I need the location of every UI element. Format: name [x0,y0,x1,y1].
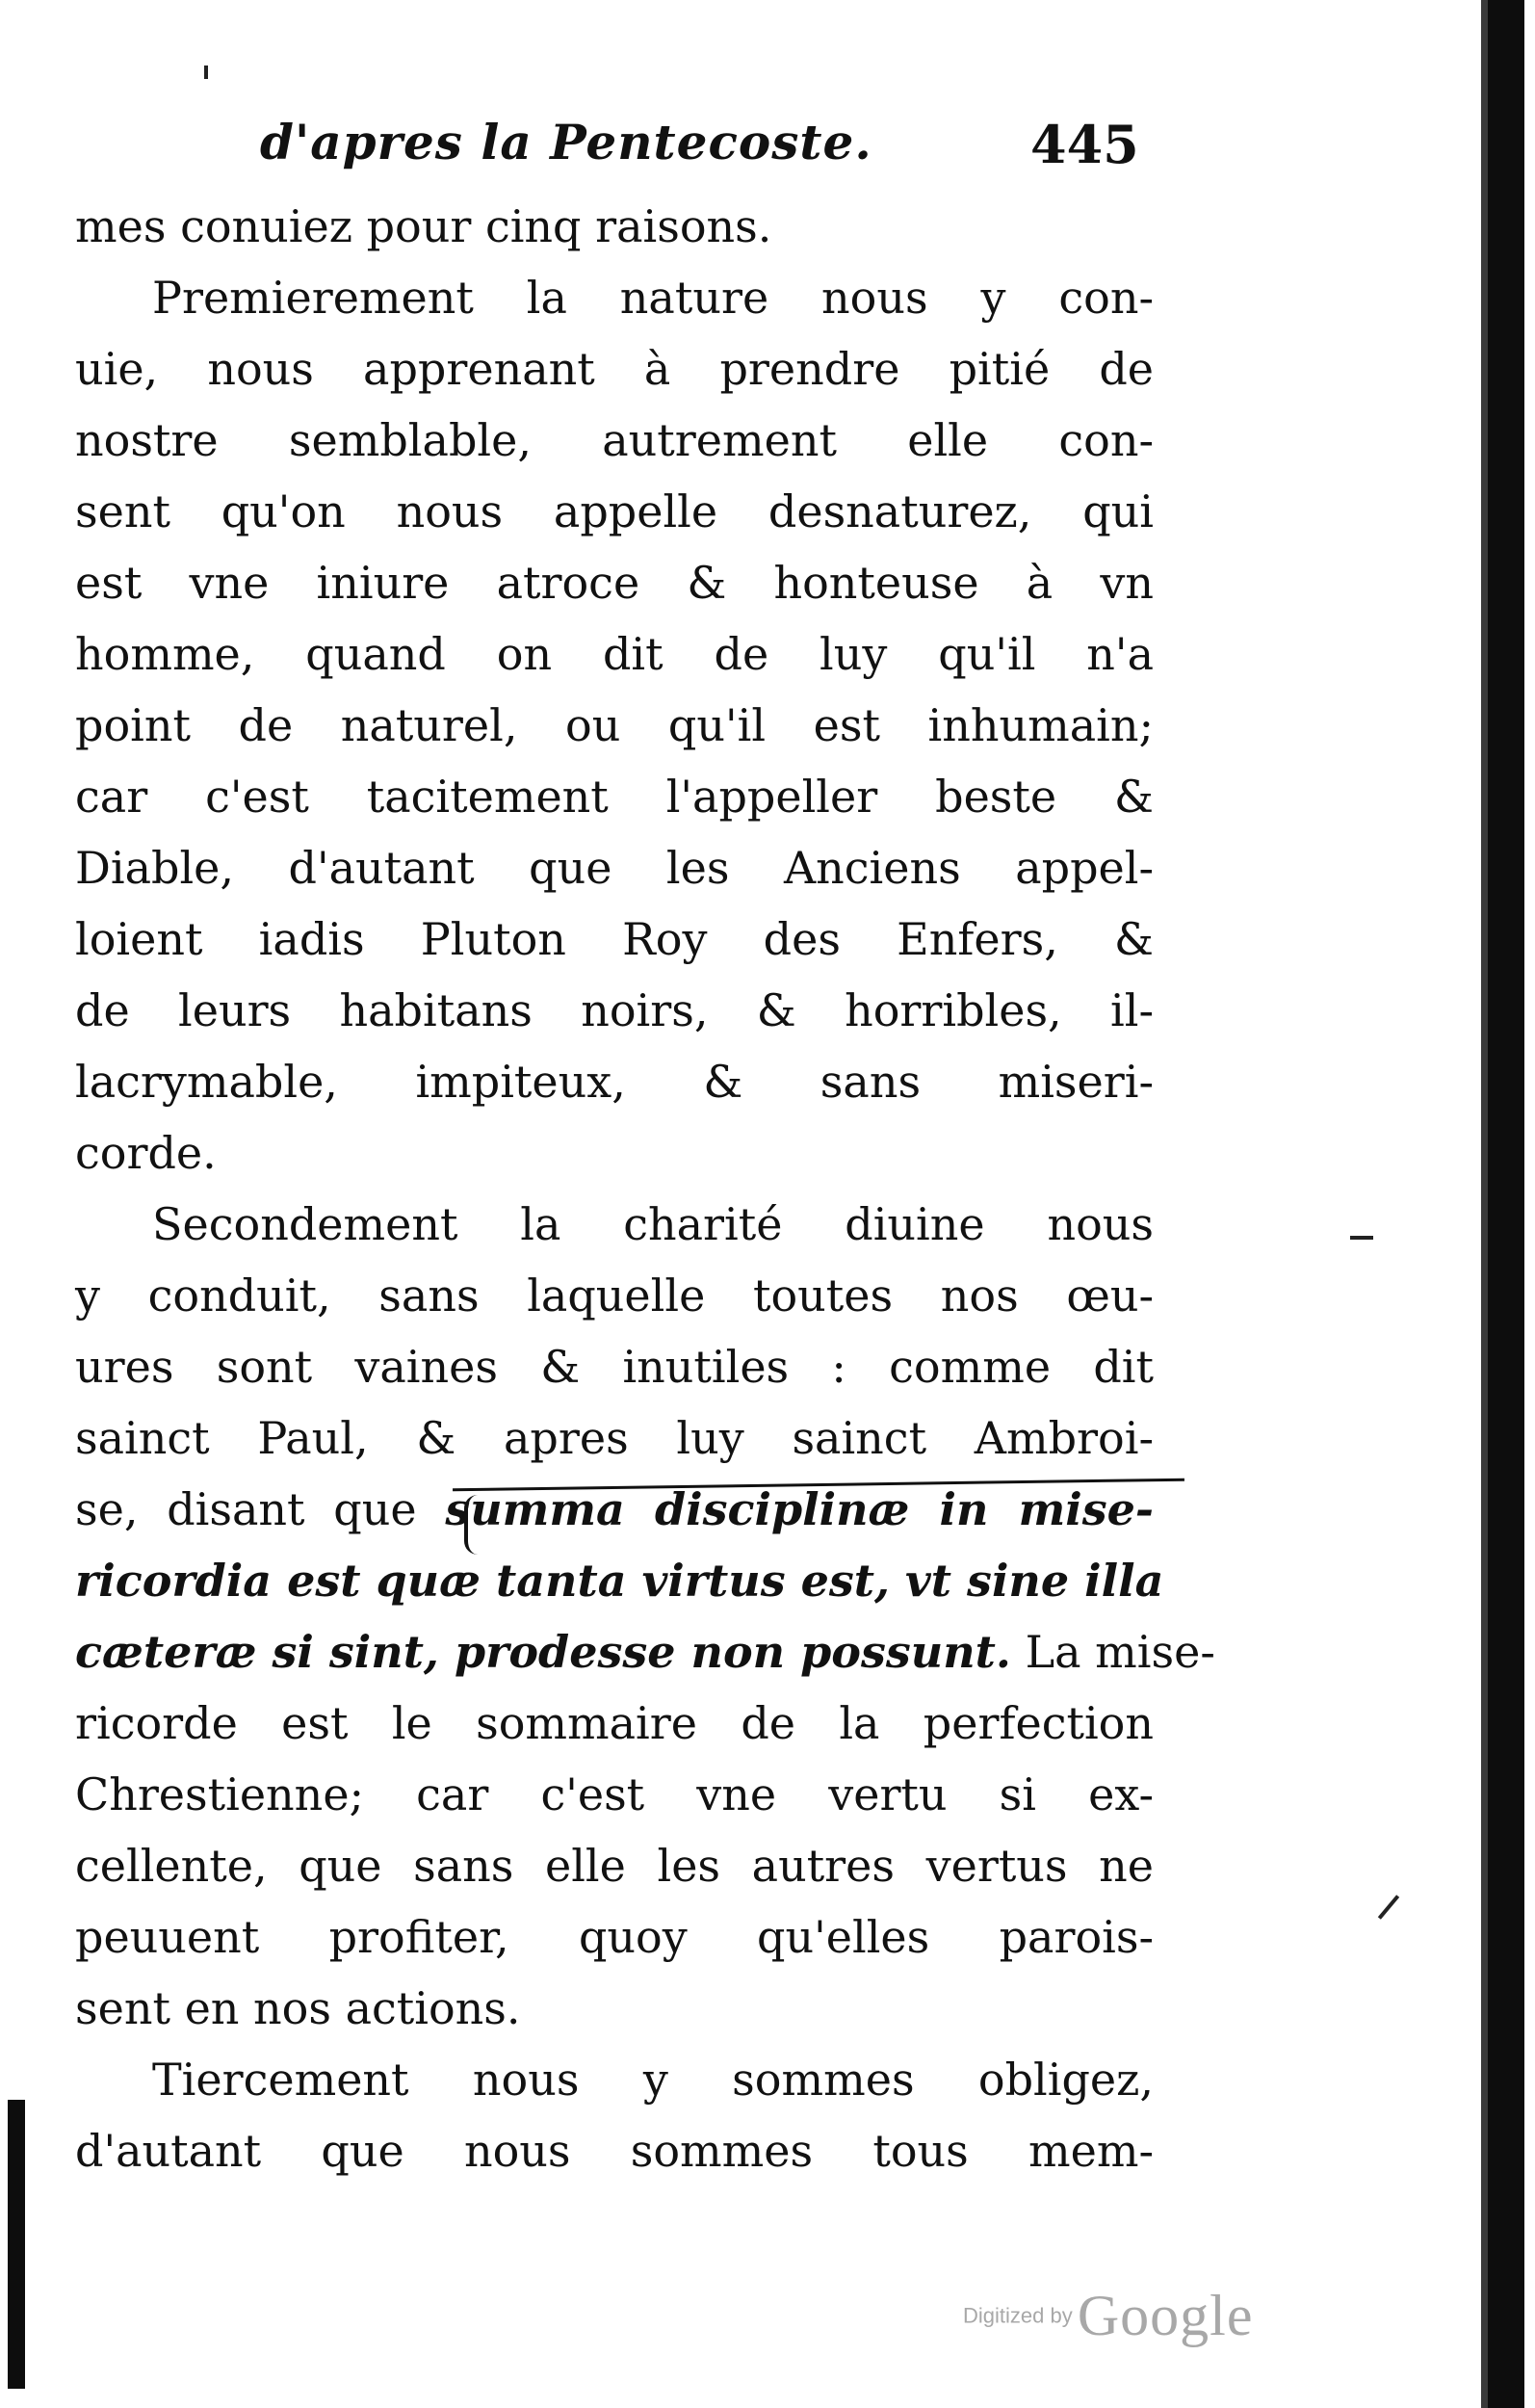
latin-quote-fragment: cæteræ si sint, prodesse non possunt. [75,1626,1011,1678]
text-line: Premierement la nature nous y con- [152,272,1154,324]
handwritten-bracket [464,1495,489,1555]
scan-speck [1350,1236,1373,1240]
text-fragment: se, disant que [75,1483,417,1535]
text-line: de leurs habitans noirs, & horribles, il- [75,984,1154,1036]
text-line: cellente, que sans elle les autres vertus ne [75,1840,1154,1892]
text-line: sent en nos actions. [75,1982,521,2034]
running-head: d'apres la Pentecoste. [260,114,872,170]
text-line: est vne iniure atroce & honteuse à vn [75,557,1154,609]
text-line: sainct Paul, & apres luy sainct Ambroi- [75,1412,1154,1464]
text-line: Chrestienne; car c'est vne vertu si ex- [75,1768,1154,1820]
text-line-with-quote [75,1616,1215,1688]
text-line: uie, nous apprenant à prendre pitié de [75,343,1154,395]
text-line: ricorde est le sommaire de la perfection [75,1697,1154,1749]
scan-speck [1378,1895,1399,1920]
text-line: sent qu'on nous appelle desnaturez, qui [75,485,1154,537]
text-line: d'autant que nous sommes tous mem- [75,2125,1154,2177]
text-line: point de naturel, ou qu'il est inhumain; [75,699,1154,751]
page-number: 445 [1030,114,1139,175]
text-line: Tiercement nous y sommes obligez, [152,2054,1154,2106]
latin-quote-fragment: summa disciplinæ in mise- [445,1483,1155,1535]
text-line: lacrymable, impiteux, & sans miseri- [75,1056,1154,1108]
text-line: nostre semblable, autrement elle con- [75,414,1154,466]
digitized-by-google-watermark [963,2283,1290,2360]
text-line: homme, quand on dit de luy qu'il n'a [75,628,1154,680]
text-line: peuuent profiter, quoy qu'elles parois- [75,1911,1154,1963]
text-line: loient iadis Pluton Roy des Enfers, & [75,913,1154,965]
scan-gutter [1488,0,1524,2408]
text-line: corde. [75,1127,217,1179]
scan-speck [204,65,208,79]
body-text [75,191,1215,2186]
latin-quote-line [75,1545,1164,1616]
text-line-with-quote [75,1474,1154,1545]
google-logo: Google [1077,2284,1254,2347]
text-line: mes conuiez pour cinq raisons. [75,200,772,252]
text-line: ures sont vaines & inutiles : comme dit [75,1341,1154,1393]
latin-quote-fragment: ricordia est quæ tanta virtus est, vt sine illa [75,1555,1164,1607]
text-line: car c'est tacitement l'appeller beste & [75,771,1154,823]
text-fragment: La mise- [1025,1626,1215,1678]
binding-mark [8,2100,25,2389]
text-line: Diable, d'autant que les Anciens appel- [75,842,1154,894]
page-header [77,96,1184,183]
text-line: y conduit, sans laquelle toutes nos œu- [75,1269,1154,1322]
digitized-label: Digitized by [963,2303,1073,2328]
text-line: Secondement la charité diuine nous [152,1198,1154,1250]
